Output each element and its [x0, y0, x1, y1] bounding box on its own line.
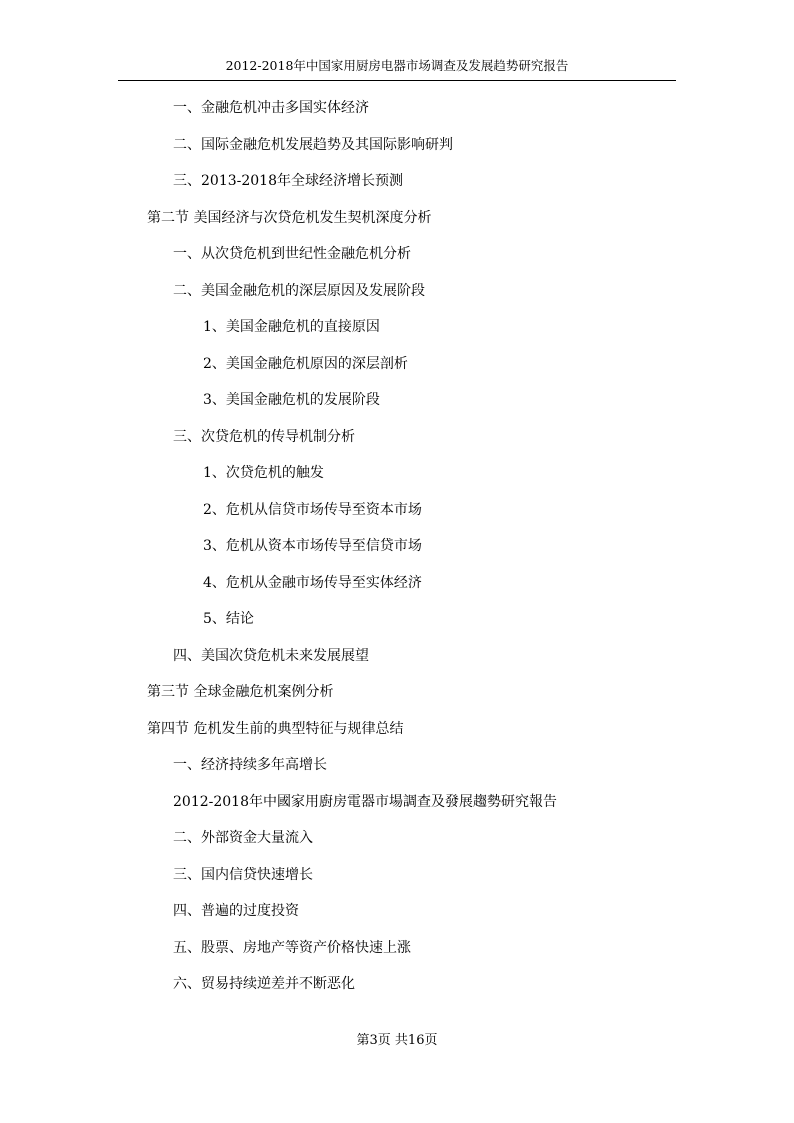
toc-entry: 五、股票、房地产等资产价格快速上涨: [173, 939, 411, 956]
toc-entry: 二、美国金融危机的深层原因及发展阶段: [173, 282, 425, 299]
toc-subentry: 3、危机从资本市场传导至信贷市场: [203, 538, 422, 554]
toc-watermark-line: 2012-2018年中國家用廚房電器市場調查及發展趨勢研究報告: [173, 793, 557, 810]
toc-subentry: 1、次贷危机的触发: [203, 465, 324, 481]
toc-subentry: 4、危机从金融市场传导至实体经济: [203, 574, 422, 591]
toc-entry: 三、国内信贷快速增长: [173, 866, 313, 883]
toc-entry: 一、从次贷危机到世纪性金融危机分析: [173, 246, 411, 262]
header-title: 2012-2018年中国家用厨房电器市场调查及发展趋势研究报告: [225, 58, 569, 73]
toc-subentry: 3、美国金融危机的发展阶段: [203, 392, 380, 408]
toc-entry: 四、普遍的过度投资: [173, 903, 299, 919]
toc-entry: 六、贸易持续逆差并不断恶化: [173, 976, 355, 992]
toc-entry: 二、国际金融危机发展趋势及其国际影响研判: [173, 136, 453, 153]
toc-subentry: 2、危机从信贷市场传导至资本市场: [203, 501, 422, 518]
page-number: 第3页 共16页: [356, 1033, 438, 1048]
toc-subentry: 5、结论: [203, 611, 254, 627]
toc-section-heading: 第三节 全球金融危机案例分析: [147, 684, 334, 700]
toc-entry: 三、次贷危机的传导机制分析: [173, 428, 355, 445]
toc-entry: 四、美国次贷危机未来发展展望: [173, 647, 369, 664]
toc-entry: 三、2013-2018年全球经济增长预测: [173, 173, 403, 189]
toc-subentry: 1、美国金融危机的直接原因: [203, 319, 380, 335]
toc-section-heading: 第四节 危机发生前的典型特征与规律总结: [147, 720, 404, 737]
toc-entry: 二、外部资金大量流入: [173, 830, 313, 846]
toc-subentry: 2、美国金融危机原因的深层剖析: [203, 355, 408, 372]
toc-entry: 一、金融危机冲击多国实体经济: [173, 100, 369, 116]
toc-section-heading: 第二节 美国经济与次贷危机发生契机深度分析: [147, 209, 432, 226]
page-footer: [0, 1031, 794, 1051]
page-header: [118, 56, 676, 81]
toc-entry: 一、经济持续多年高增长: [173, 757, 327, 773]
